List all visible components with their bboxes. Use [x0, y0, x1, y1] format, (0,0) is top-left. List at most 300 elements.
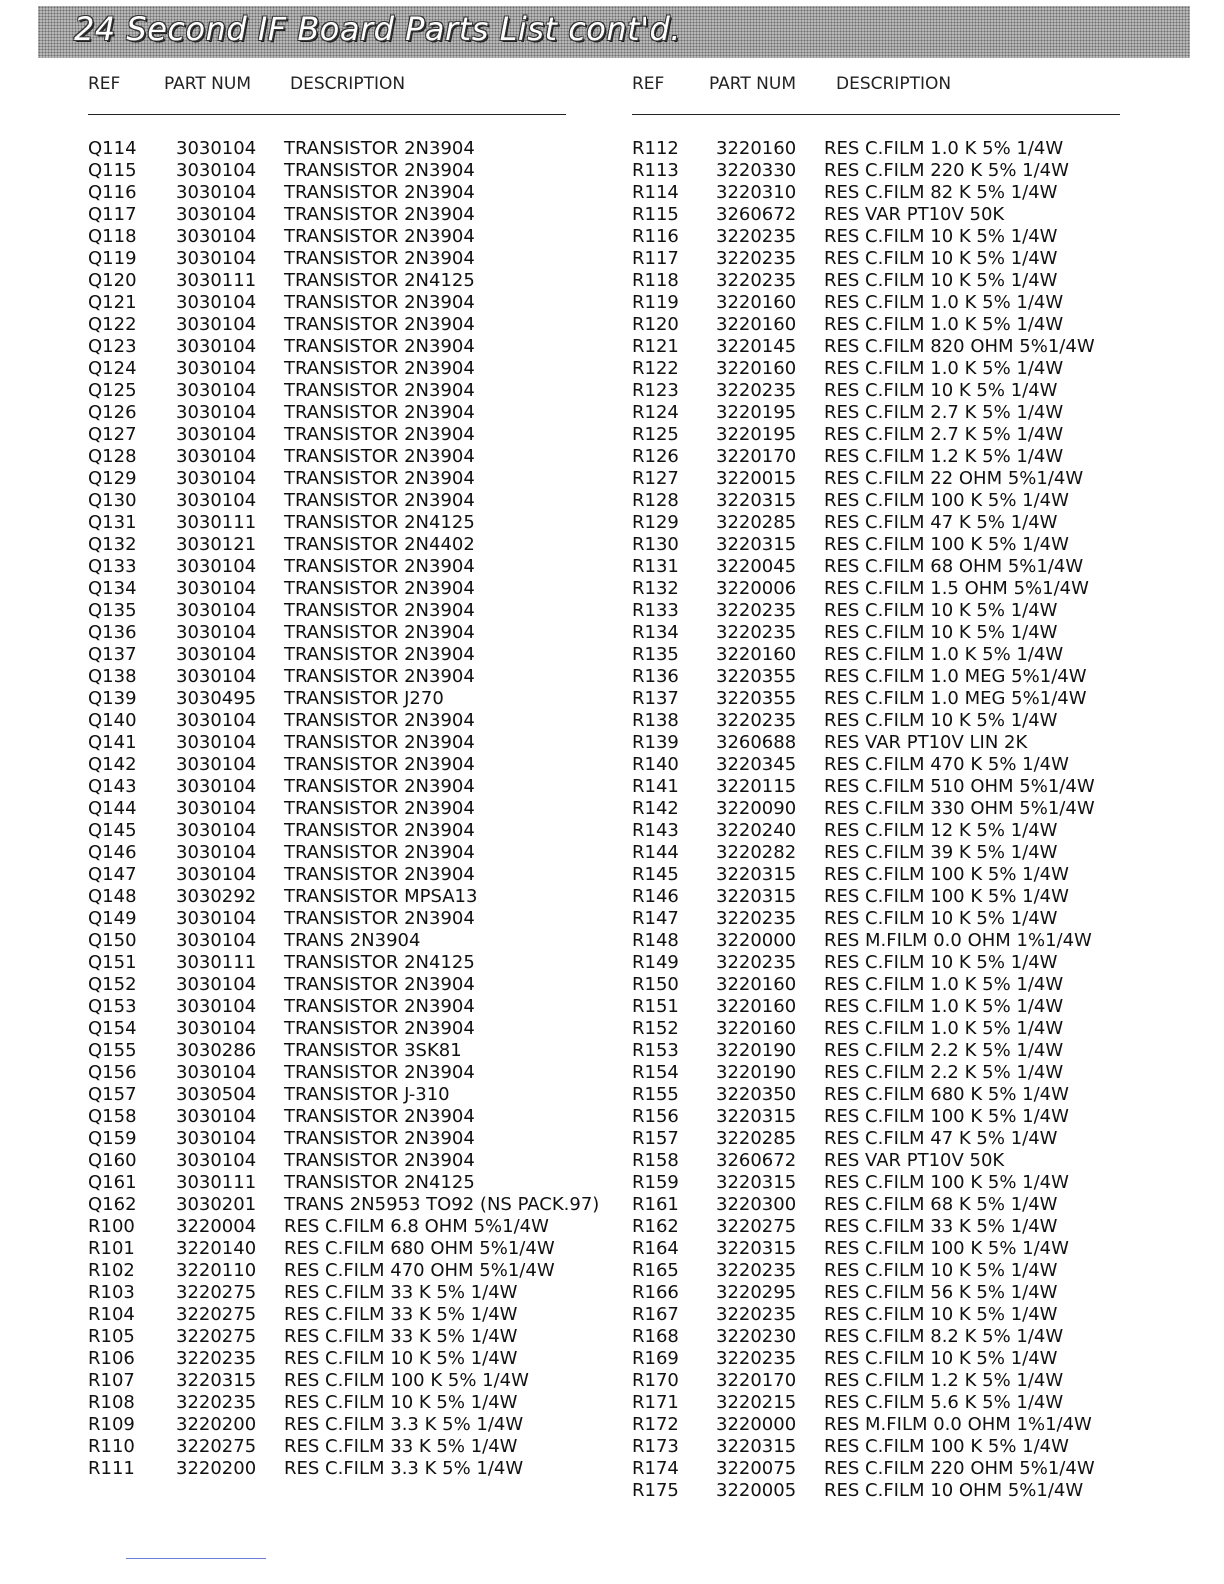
table-row	[88, 1348, 628, 1370]
description-cell: RES C.FILM 1.2 K 5% 1/4W	[824, 446, 1064, 467]
table-row	[88, 1458, 628, 1480]
table-row	[88, 644, 628, 666]
table-row	[632, 1414, 1172, 1436]
part-number-cell: 3030104	[176, 1106, 257, 1127]
part-number-cell: 3030104	[176, 138, 257, 159]
table-row	[632, 292, 1172, 314]
ref-cell: R134	[632, 622, 679, 643]
ref-cell: R117	[632, 248, 679, 269]
table-row	[632, 666, 1172, 688]
ref-cell: Q120	[88, 270, 137, 291]
description-cell: RES C.FILM 1.0 K 5% 1/4W	[824, 292, 1064, 313]
part-number-cell: 3220275	[716, 1216, 797, 1237]
col-description-header: DESCRIPTION	[290, 74, 406, 94]
table-row	[88, 1172, 628, 1194]
part-number-cell: 3220355	[716, 666, 797, 687]
description-cell: TRANSISTOR 2N3904	[284, 358, 475, 379]
table-row	[632, 248, 1172, 270]
part-number-cell: 3220000	[716, 930, 797, 951]
ref-cell: R141	[632, 776, 679, 797]
ref-cell: R153	[632, 1040, 679, 1061]
table-row	[88, 820, 628, 842]
table-row	[88, 622, 628, 644]
part-number-cell: 3030104	[176, 710, 257, 731]
table-row	[632, 380, 1172, 402]
description-cell: RES C.FILM 10 K 5% 1/4W	[284, 1392, 518, 1413]
part-number-cell: 3220170	[716, 1370, 797, 1391]
description-cell: RES C.FILM 100 K 5% 1/4W	[824, 1106, 1069, 1127]
part-number-cell: 3030104	[176, 314, 257, 335]
table-row	[88, 1084, 628, 1106]
ref-cell: Q133	[88, 556, 137, 577]
ref-cell: R103	[88, 1282, 135, 1303]
description-cell: RES M.FILM 0.0 OHM 1%1/4W	[824, 930, 1092, 951]
part-number-cell: 3030495	[176, 688, 257, 709]
ref-cell: Q160	[88, 1150, 137, 1171]
part-number-cell: 3220215	[716, 1392, 797, 1413]
table-row	[632, 1304, 1172, 1326]
part-number-cell: 3220160	[716, 138, 797, 159]
ref-cell: R132	[632, 578, 679, 599]
ref-cell: R167	[632, 1304, 679, 1325]
part-number-cell: 3220160	[716, 358, 797, 379]
part-number-cell: 3030104	[176, 930, 257, 951]
ref-cell: Q141	[88, 732, 137, 753]
description-cell: TRANSISTOR 2N4402	[284, 534, 475, 555]
ref-cell: Q131	[88, 512, 137, 533]
part-number-cell: 3220235	[176, 1348, 257, 1369]
ref-cell: Q149	[88, 908, 137, 929]
description-cell: RES C.FILM 33 K 5% 1/4W	[284, 1304, 518, 1325]
ref-cell: R171	[632, 1392, 679, 1413]
description-cell: RES C.FILM 3.3 K 5% 1/4W	[284, 1414, 524, 1435]
part-number-cell: 3030104	[176, 974, 257, 995]
table-row	[88, 578, 628, 600]
ref-cell: R137	[632, 688, 679, 709]
table-row	[632, 754, 1172, 776]
ref-cell: R154	[632, 1062, 679, 1083]
table-row	[632, 226, 1172, 248]
part-number-cell: 3030104	[176, 820, 257, 841]
ref-cell: Q159	[88, 1128, 137, 1149]
col-part-num-header: PART NUM	[164, 74, 251, 94]
table-row	[632, 490, 1172, 512]
part-number-cell: 3220005	[716, 1480, 797, 1501]
part-number-cell: 3030104	[176, 446, 257, 467]
description-cell: RES C.FILM 10 K 5% 1/4W	[824, 600, 1058, 621]
table-row	[632, 1172, 1172, 1194]
part-number-cell: 3220045	[716, 556, 797, 577]
description-cell: TRANSISTOR 2N3904	[284, 138, 475, 159]
part-number-cell: 3030104	[176, 424, 257, 445]
ref-cell: R169	[632, 1348, 679, 1369]
part-number-cell: 3220295	[716, 1282, 797, 1303]
description-cell: RES C.FILM 10 K 5% 1/4W	[824, 952, 1058, 973]
description-cell: TRANSISTOR 2N4125	[284, 512, 475, 533]
description-cell: RES C.FILM 330 OHM 5%1/4W	[824, 798, 1095, 819]
table-row	[632, 1040, 1172, 1062]
description-cell: RES C.FILM 33 K 5% 1/4W	[824, 1216, 1058, 1237]
description-cell: RES C.FILM 100 K 5% 1/4W	[284, 1370, 529, 1391]
description-cell: RES C.FILM 1.0 MEG 5%1/4W	[824, 688, 1087, 709]
part-number-cell: 3030292	[176, 886, 257, 907]
ref-cell: Q147	[88, 864, 137, 885]
description-cell: RES C.FILM 1.2 K 5% 1/4W	[824, 1370, 1064, 1391]
part-number-cell: 3220310	[716, 182, 797, 203]
description-cell: TRANSISTOR J270	[284, 688, 444, 709]
col-part-num-header: PART NUM	[709, 74, 796, 94]
col-description-header: DESCRIPTION	[836, 74, 952, 94]
description-cell: TRANSISTOR 2N3904	[284, 182, 475, 203]
ref-cell: R148	[632, 930, 679, 951]
description-cell: RES C.FILM 3.3 K 5% 1/4W	[284, 1458, 524, 1479]
description-cell: TRANSISTOR 2N3904	[284, 160, 475, 181]
ref-cell: R139	[632, 732, 679, 753]
description-cell: RES C.FILM 2.7 K 5% 1/4W	[824, 402, 1064, 423]
header-rule	[88, 114, 566, 115]
description-cell: TRANSISTOR 2N3904	[284, 446, 475, 467]
ref-cell: R151	[632, 996, 679, 1017]
table-row	[632, 1018, 1172, 1040]
ref-cell: Q132	[88, 534, 137, 555]
ref-cell: R119	[632, 292, 679, 313]
ref-cell: R133	[632, 600, 679, 621]
table-row	[88, 886, 628, 908]
table-row	[88, 1238, 628, 1260]
description-cell: TRANSISTOR 3SK81	[284, 1040, 462, 1061]
part-number-cell: 3220200	[176, 1458, 257, 1479]
description-cell: RES C.FILM 100 K 5% 1/4W	[824, 864, 1069, 885]
table-row	[88, 1392, 628, 1414]
part-number-cell: 3220275	[176, 1304, 257, 1325]
part-number-cell: 3030504	[176, 1084, 257, 1105]
description-cell: RES C.FILM 68 K 5% 1/4W	[824, 1194, 1058, 1215]
table-row	[632, 402, 1172, 424]
description-cell: RES C.FILM 10 K 5% 1/4W	[824, 710, 1058, 731]
ref-cell: Q158	[88, 1106, 137, 1127]
ref-cell: R113	[632, 160, 679, 181]
description-cell: TRANSISTOR 2N3904	[284, 1018, 475, 1039]
table-row	[88, 1128, 628, 1150]
part-number-cell: 3220160	[716, 996, 797, 1017]
description-cell: RES C.FILM 82 K 5% 1/4W	[824, 182, 1058, 203]
ref-cell: Q146	[88, 842, 137, 863]
ref-cell: R140	[632, 754, 679, 775]
part-number-cell: 3030104	[176, 358, 257, 379]
table-row	[632, 930, 1172, 952]
table-row	[88, 204, 628, 226]
table-row	[88, 864, 628, 886]
description-cell: TRANSISTOR 2N3904	[284, 204, 475, 225]
part-number-cell: 3220015	[716, 468, 797, 489]
description-cell: RES C.FILM 2.2 K 5% 1/4W	[824, 1040, 1064, 1061]
description-cell: RES C.FILM 100 K 5% 1/4W	[824, 534, 1069, 555]
description-cell: RES VAR PT10V LIN 2K	[824, 732, 1028, 753]
ref-cell: R131	[632, 556, 679, 577]
page-banner	[38, 6, 1190, 58]
part-number-cell: 3030111	[176, 512, 257, 533]
table-row	[88, 996, 628, 1018]
table-row	[88, 138, 628, 160]
description-cell: RES C.FILM 6.8 OHM 5%1/4W	[284, 1216, 549, 1237]
description-cell: RES C.FILM 10 K 5% 1/4W	[824, 248, 1058, 269]
ref-cell: Q126	[88, 402, 137, 423]
description-cell: RES C.FILM 10 K 5% 1/4W	[284, 1348, 518, 1369]
ref-cell: Q157	[88, 1084, 137, 1105]
description-cell: RES C.FILM 100 K 5% 1/4W	[824, 1436, 1069, 1457]
description-cell: RES C.FILM 10 K 5% 1/4W	[824, 622, 1058, 643]
ref-cell: Q125	[88, 380, 137, 401]
ref-cell: Q155	[88, 1040, 137, 1061]
table-row	[632, 512, 1172, 534]
description-cell: TRANSISTOR 2N3904	[284, 1150, 475, 1171]
table-row	[632, 314, 1172, 336]
ref-cell: R127	[632, 468, 679, 489]
table-row	[88, 1216, 628, 1238]
ref-cell: Q122	[88, 314, 137, 335]
description-cell: RES C.FILM 100 K 5% 1/4W	[824, 886, 1069, 907]
part-number-cell: 3220090	[716, 798, 797, 819]
description-cell: RES C.FILM 220 OHM 5%1/4W	[824, 1458, 1095, 1479]
table-row	[632, 1436, 1172, 1458]
ref-cell: Q129	[88, 468, 137, 489]
ref-cell: R135	[632, 644, 679, 665]
part-number-cell: 3220285	[716, 512, 797, 533]
table-row	[88, 952, 628, 974]
description-cell: RES VAR PT10V 50K	[824, 1150, 1005, 1171]
description-cell: RES C.FILM 1.0 K 5% 1/4W	[824, 1018, 1064, 1039]
description-cell: TRANSISTOR J-310	[284, 1084, 450, 1105]
description-cell: RES C.FILM 39 K 5% 1/4W	[824, 842, 1058, 863]
ref-cell: R156	[632, 1106, 679, 1127]
part-number-cell: 3220235	[716, 270, 797, 291]
part-number-cell: 3220190	[716, 1062, 797, 1083]
description-cell: TRANSISTOR 2N3904	[284, 600, 475, 621]
ref-cell: Q143	[88, 776, 137, 797]
ref-cell: Q114	[88, 138, 137, 159]
part-number-cell: 3220275	[176, 1436, 257, 1457]
ref-cell: Q136	[88, 622, 137, 643]
part-number-cell: 3220000	[716, 1414, 797, 1435]
footer-rule	[126, 1558, 266, 1559]
ref-cell: Q134	[88, 578, 137, 599]
ref-cell: Q148	[88, 886, 137, 907]
description-cell: TRANSISTOR 2N3904	[284, 666, 475, 687]
description-cell: RES C.FILM 680 K 5% 1/4W	[824, 1084, 1069, 1105]
part-number-cell: 3220315	[716, 1436, 797, 1457]
part-number-cell: 3220315	[716, 1106, 797, 1127]
ref-cell: R102	[88, 1260, 135, 1281]
part-number-cell: 3220275	[176, 1326, 257, 1347]
ref-cell: R143	[632, 820, 679, 841]
table-row	[88, 798, 628, 820]
table-row	[632, 798, 1172, 820]
part-number-cell: 3030104	[176, 996, 257, 1017]
description-cell: TRANSISTOR 2N3904	[284, 1062, 475, 1083]
table-row	[632, 710, 1172, 732]
description-cell: RES C.FILM 10 K 5% 1/4W	[824, 1348, 1058, 1369]
description-cell: TRANSISTOR 2N3904	[284, 556, 475, 577]
description-cell: TRANSISTOR 2N3904	[284, 776, 475, 797]
part-number-cell: 3030111	[176, 1172, 257, 1193]
table-row	[632, 886, 1172, 908]
part-number-cell: 3220235	[716, 248, 797, 269]
ref-cell: R122	[632, 358, 679, 379]
table-body	[88, 138, 628, 1480]
table-row	[88, 1062, 628, 1084]
part-number-cell: 3030104	[176, 336, 257, 357]
ref-cell: R145	[632, 864, 679, 885]
part-number-cell: 3220235	[716, 1260, 797, 1281]
description-cell: TRANSISTOR 2N3904	[284, 1106, 475, 1127]
ref-cell: R116	[632, 226, 679, 247]
part-number-cell: 3260672	[716, 1150, 797, 1171]
ref-cell: R170	[632, 1370, 679, 1391]
table-row	[632, 270, 1172, 292]
table-row	[632, 1480, 1172, 1502]
description-cell: TRANSISTOR 2N3904	[284, 710, 475, 731]
ref-cell: Q128	[88, 446, 137, 467]
table-row	[88, 600, 628, 622]
part-number-cell: 3220140	[176, 1238, 257, 1259]
table-row	[88, 930, 628, 952]
part-number-cell: 3030201	[176, 1194, 257, 1215]
description-cell: RES C.FILM 680 OHM 5%1/4W	[284, 1238, 555, 1259]
description-cell: TRANSISTOR 2N3904	[284, 798, 475, 819]
ref-cell: R108	[88, 1392, 135, 1413]
ref-cell: Q162	[88, 1194, 137, 1215]
description-cell: RES C.FILM 10 OHM 5%1/4W	[824, 1480, 1084, 1501]
part-number-cell: 3220160	[716, 1018, 797, 1039]
part-number-cell: 3220235	[176, 1392, 257, 1413]
description-cell: RES C.FILM 10 K 5% 1/4W	[824, 226, 1058, 247]
description-cell: TRANSISTOR 2N3904	[284, 820, 475, 841]
part-number-cell: 3030104	[176, 1018, 257, 1039]
part-number-cell: 3220190	[716, 1040, 797, 1061]
part-number-cell: 3220235	[716, 380, 797, 401]
ref-cell: Q115	[88, 160, 137, 181]
description-cell: RES C.FILM 68 OHM 5%1/4W	[824, 556, 1084, 577]
table-row	[632, 732, 1172, 754]
part-number-cell: 3030104	[176, 226, 257, 247]
ref-cell: R125	[632, 424, 679, 445]
description-cell: RES C.FILM 100 K 5% 1/4W	[824, 1238, 1069, 1259]
part-number-cell: 3220006	[716, 578, 797, 599]
table-row	[88, 1040, 628, 1062]
header-rule	[632, 114, 1120, 115]
description-cell: RES C.FILM 56 K 5% 1/4W	[824, 1282, 1058, 1303]
table-row	[88, 402, 628, 424]
ref-cell: Q116	[88, 182, 137, 203]
ref-cell: R129	[632, 512, 679, 533]
table-row	[88, 666, 628, 688]
parts-table-left	[88, 68, 608, 1479]
description-cell: TRANSISTOR 2N4125	[284, 270, 475, 291]
ref-cell: R104	[88, 1304, 135, 1325]
table-row	[88, 380, 628, 402]
description-cell: RES C.FILM 5.6 K 5% 1/4W	[824, 1392, 1064, 1413]
description-cell: RES C.FILM 1.5 OHM 5%1/4W	[824, 578, 1089, 599]
ref-cell: R105	[88, 1326, 135, 1347]
part-number-cell: 3220235	[716, 600, 797, 621]
col-ref-header: REF	[88, 74, 121, 94]
description-cell: RES C.FILM 2.2 K 5% 1/4W	[824, 1062, 1064, 1083]
table-row	[88, 1436, 628, 1458]
table-row	[88, 468, 628, 490]
table-row	[632, 952, 1172, 974]
table-row	[632, 424, 1172, 446]
part-number-cell: 3220160	[716, 292, 797, 313]
description-cell: TRANS 2N3904	[284, 930, 421, 951]
ref-cell: R115	[632, 204, 679, 225]
description-cell: RES C.FILM 33 K 5% 1/4W	[284, 1282, 518, 1303]
part-number-cell: 3030104	[176, 732, 257, 753]
table-row	[632, 358, 1172, 380]
part-number-cell: 3220200	[176, 1414, 257, 1435]
ref-cell: Q118	[88, 226, 137, 247]
description-cell: TRANSISTOR 2N3904	[284, 402, 475, 423]
table-row	[632, 182, 1172, 204]
ref-cell: R114	[632, 182, 679, 203]
part-number-cell: 3220355	[716, 688, 797, 709]
part-number-cell: 3220235	[716, 226, 797, 247]
table-row	[88, 358, 628, 380]
description-cell: RES C.FILM 100 K 5% 1/4W	[824, 1172, 1069, 1193]
part-number-cell: 3220315	[176, 1370, 257, 1391]
part-number-cell: 3220235	[716, 622, 797, 643]
part-number-cell: 3030104	[176, 182, 257, 203]
ref-cell: R161	[632, 1194, 679, 1215]
table-row	[632, 1194, 1172, 1216]
ref-cell: R124	[632, 402, 679, 423]
ref-cell: Q139	[88, 688, 137, 709]
table-body	[632, 138, 1172, 1502]
ref-cell: Q145	[88, 820, 137, 841]
description-cell: TRANSISTOR 2N3904	[284, 248, 475, 269]
description-cell: RES C.FILM 33 K 5% 1/4W	[284, 1436, 518, 1457]
part-number-cell: 3220315	[716, 1238, 797, 1259]
part-number-cell: 3030104	[176, 380, 257, 401]
part-number-cell: 3030104	[176, 622, 257, 643]
description-cell: TRANSISTOR 2N3904	[284, 908, 475, 929]
table-row	[632, 820, 1172, 842]
part-number-cell: 3220160	[716, 644, 797, 665]
table-row	[88, 512, 628, 534]
part-number-cell: 3220145	[716, 336, 797, 357]
ref-cell: Q121	[88, 292, 137, 313]
part-number-cell: 3220170	[716, 446, 797, 467]
table-row	[88, 1106, 628, 1128]
ref-cell: R138	[632, 710, 679, 731]
ref-cell: R152	[632, 1018, 679, 1039]
ref-cell: R109	[88, 1414, 135, 1435]
ref-cell: R101	[88, 1238, 135, 1259]
part-number-cell: 3220240	[716, 820, 797, 841]
table-row	[632, 1370, 1172, 1392]
table-row	[88, 1260, 628, 1282]
part-number-cell: 3220315	[716, 864, 797, 885]
table-row	[88, 754, 628, 776]
ref-cell: R155	[632, 1084, 679, 1105]
part-number-cell: 3030111	[176, 270, 257, 291]
ref-cell: R106	[88, 1348, 135, 1369]
ref-cell: Q153	[88, 996, 137, 1017]
description-cell: TRANSISTOR 2N3904	[284, 842, 475, 863]
table-row	[632, 996, 1172, 1018]
part-number-cell: 3220235	[716, 1348, 797, 1369]
table-row	[88, 336, 628, 358]
table-row	[88, 314, 628, 336]
